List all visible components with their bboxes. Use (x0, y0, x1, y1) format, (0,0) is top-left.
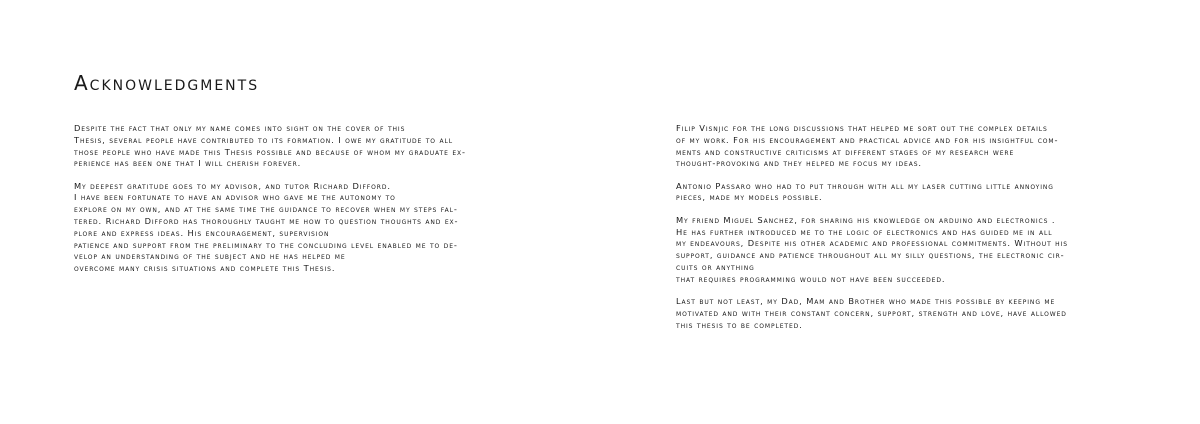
paragraph (676, 181, 1068, 205)
text-line: tered. Richard Difford has thoroughly taught me how to question thoughts and ex- (74, 216, 459, 227)
text-line: I have been fortunate to have an advisor who gave me the autonomy to (74, 192, 396, 203)
text-line: patience and support from the preliminary to the concluding level enabled me to de- (74, 239, 458, 250)
text-line: motivated and with their constant concern, support, strength and love, have allowed (676, 307, 1067, 318)
text-line: thought-provoking and they helped me focus my ideas. (676, 158, 922, 169)
paragraph (74, 123, 466, 170)
text-line: My friend Miguel Sanchez, for sharing his knowledge on arduino and electronics . (676, 214, 1056, 225)
text-line: cuits or anything (676, 261, 755, 272)
paragraph (676, 123, 1068, 170)
text-line: My deepest gratitude goes to my advisor, and tutor Richard Difford. (74, 180, 391, 191)
text-line: Antonio Passaro who had to put through with all my laser cutting little annoying (676, 180, 1054, 191)
text-line: ments and constructive criticisms at different stages of my research were (676, 146, 1015, 157)
text-line: velop an understanding of the subject and he has helped me (74, 251, 346, 262)
right-column (676, 123, 1068, 342)
text-line: of my work. For his encouragement and practical advice and for his insightful com- (676, 134, 1059, 145)
text-line: that requires programming would not have been succeeded. (676, 273, 946, 284)
text-line: overcome many crisis situations and complete this Thesis. (74, 263, 336, 274)
text-line: explore on my own, and at the same time the guidance to recover when my steps fal- (74, 204, 458, 215)
page-title: Acknowledgments (74, 71, 260, 96)
paragraph (676, 296, 1068, 331)
text-line: my endeavours, Despite his other academic and professional commitments. Without his (676, 238, 1068, 249)
text-line: this thesis to be completed. (676, 319, 803, 330)
text-line: those people who have made this Thesis possible and because of whom my graduate ex- (74, 146, 466, 157)
text-line: Thesis, several people have contributed to its formation. I owe my gratitude to all (74, 134, 453, 145)
left-column (74, 123, 466, 286)
text-line: perience has been one that I will cherish forever. (74, 158, 302, 169)
text-line: support, guidance and patience throughout all my silly questions, the electronic cir- (676, 250, 1065, 261)
text-line: plore and express ideas. His encouragement, supervision (74, 227, 330, 238)
paragraph (676, 215, 1068, 286)
text-line: Despite the fact that only my name comes into sight on the cover of this (74, 123, 406, 133)
text-line: He has further introduced me to the logic of electronics and has guided me in all (676, 226, 1053, 237)
text-line: Filip Visnjic for the long discussions that helped me sort out the complex details (676, 123, 1048, 133)
text-line: pieces, made my models possible. (676, 192, 823, 203)
text-line: Last but not least, my Dad, Mam and Brother who made this possible by keeping me (676, 296, 1056, 307)
paragraph (74, 181, 466, 275)
